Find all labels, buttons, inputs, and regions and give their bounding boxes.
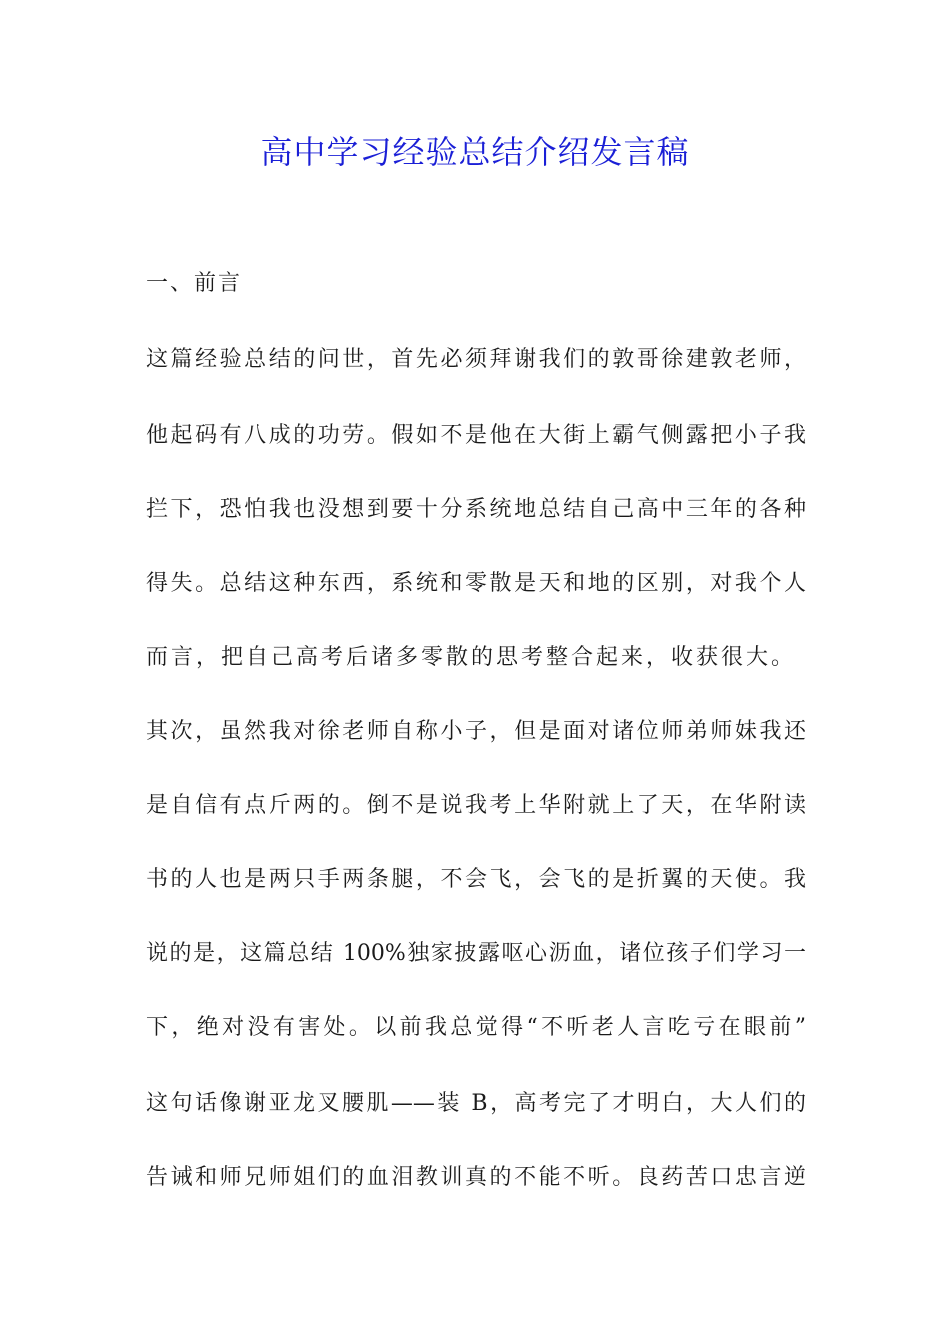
paragraph-line: 下，绝对没有害处。以前我总觉得“不听老人言吃亏在眼前” <box>146 1015 806 1040</box>
paragraph-line: 他起码有八成的功劳。假如不是他在大街上霸气侧露把小子我 <box>146 423 806 448</box>
paragraph-line: 拦下，恐怕我也没想到要十分系统地总结自己高中三年的各种 <box>146 497 806 522</box>
paragraph-line: 而言，把自己高考后诸多零散的思考整合起来，收获很大。 <box>146 645 797 670</box>
document-title: 高中学习经验总结介绍发言稿 <box>260 133 690 171</box>
paragraph-line: 其次，虽然我对徐老师自称小子，但是面对诸位师弟师妹我还 <box>146 719 806 744</box>
paragraph-line: 得失。总结这种东西，系统和零散是天和地的区别，对我个人 <box>146 571 806 596</box>
paragraph-line: 书的人也是两只手两条腿，不会飞，会飞的是折翼的天使。我 <box>146 867 806 892</box>
paragraph-line: 说的是，这篇总结 100%独家披露呕心沥血，诸位孩子们学习一 <box>146 941 806 966</box>
paragraph-line: 这句话像谢亚龙叉腰肌——装 B，高考完了才明白，大人们的 <box>146 1091 806 1116</box>
section-heading: 一、前言 <box>146 271 243 296</box>
paragraph-line: 这篇经验总结的问世，首先必须拜谢我们的敦哥徐建敦老师， <box>146 347 806 372</box>
paragraph-line: 是自信有点斤两的。倒不是说我考上华附就上了天，在华附读 <box>146 793 806 818</box>
paragraph-line: 告诫和师兄师姐们的血泪教训真的不能不听。良药苦口忠言逆 <box>146 1165 806 1190</box>
